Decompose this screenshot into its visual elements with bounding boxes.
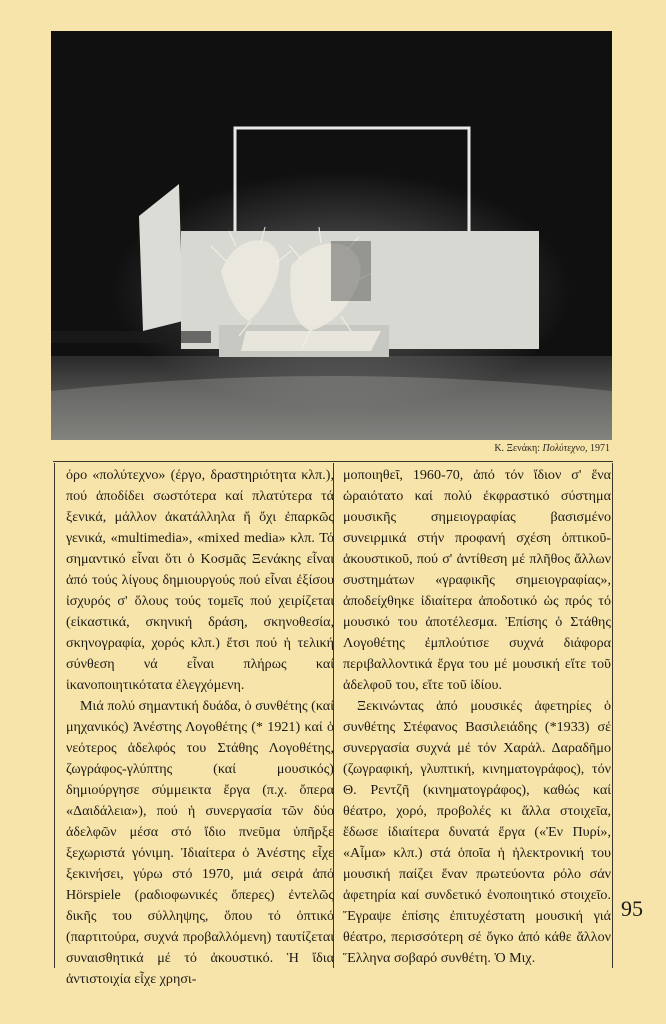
paragraph: μοποιηθεῖ, 1960-70, ἀπό τόν ἴδιον σ' ἕνα ὡραιότατο καί πολύ ἐκφραστικό σύστημα μουσικῆς σημειογραφίας βασισμένο συνειρμικά στήν προφανή σχέση ὀπτικοῦ-ἀκουστικοῦ, πού σ' ἀντίθεση μέ πλῆθος ἄλλων συστημάτων «γραφικῆς σημειογραφίας», ἀποδείχθηκε ἰδιαίτερα ἀποδοτικό ὡς πρός τό μουσικό του ἀποτέλεσμα. Ἐπίσης ὁ Στάθης Λογοθέτης ἐμπλούτισε συχνά διάφορα περιβαλλοντικά ἔργα του μέ μουσική εἴτε τοῦ ἀδελφοῦ του, εἴτε τοῦ ἰδίου. [343,467,611,693]
caption-title: Πολύτεχνο [542,443,585,454]
caption-year: , 1971 [585,443,610,454]
left-border-rule [54,463,55,968]
paragraph: Μιά πολύ σημαντική δυάδα, ὁ συνθέτης (καί μηχανικός) Ἀνέστης Λογοθέτης (* 1921) καί ὁ νεότερος ἀδελφός του Στάθης Λογοθέτης, ζωγράφος-γλύπτης (καί μουσικός) δημιούργησε σύμμεικτα ἔργα (π.χ. ὄπερα «Δαιδάλεια»), πού ἡ συνεργασία τῶν δύο ἀδελφῶν μέσα στό ἴδιο πνεῦμα ὑπῆρξε ξεχωριστά γόνιμη. Ἰδιαίτερα ὁ Ἀνέστης εἶχε ξεκινήσει, γύρω στό 1970, μιά σειρά ἀπό Hörspiele (ραδιοφωνικές ὄπερες) ἐντελῶς δικῆς του σύλληψης, ὅπου τό ὀπτικό (παρτιτούρα, συχνά προβαλλόμενη) ταυτίζεται συναισθητικά μέ τό ἀκουστικό. Ἡ ἴδια ἀντιστοιχία εἶχε χρησι- [66,698,334,987]
paragraph: Ξεκινώντας ἀπό μουσικές ἀφετηρίες ὁ συνθέτης Στέφανος Βασιλειάδης (*1933) σέ συνεργασία συχνά μέ τόν Χαράλ. Δαραδῆμο (ζωγραφική, γλυπτική, κινηματογράφος), τόν Θ. Ρεντζῆ (κινηματογράφος), καθώς καί θέατρο, χορό, προβολές κι ἄλλα στοιχεῖα, ἔδωσε ἰδιαίτερα δυνατά ἔργα («Ἐν Πυρί», «Αἶμα» κλπ.) στά ὁποῖα ἡ ἠλεκτρονική του μουσική παίζει ἕναν πρωτεύοντα ρόλο σάν ἀφετηρία καί συνδετικό ἑνοποιητικό στοιχεῖο. Ἔγραψε ἐπίσης ἐπιτυχέστατη μουσική γιά θέατρο, περισσότερη σέ ὄγκο ἀπό κάθε ἄλλον Ἕλληνα σοβαρό συνθέτη. Ὁ Μιχ. [343,698,611,966]
text-column-left [66,465,334,987]
photo-caption [494,443,610,454]
text-column-right [343,465,611,968]
right-border-rule [612,463,613,968]
stage-scene-graphic [51,31,612,440]
page-number: 95 [621,896,643,921]
caption-author: Κ. Ξενάκη: [494,443,543,454]
stage-photograph [51,31,612,440]
paragraph: όρο «πολύτεχνο» (έργο, δραστηριότητα κλπ.), πού ἀποδίδει σωστότερα καί πλατύτερα τά ξενικά, μάλλον ἀκατάλληλα ἤ ὄχι ἐπαρκῶς γενικά, «multimedia», «mixed media» κλπ. Τό σημαντικό εἶναι ὅτι ὁ Κοσμᾶς Ξενάκης εἶναι ἀπό τούς λίγους δημιουργούς πού εἶναι ἐξίσου ἰσχυρός σ' ὅλους τούς τομεῖς πού χειρίζεται (εἰκαστικά, σκηνική δράση, σκηνοθεσία, σκηνογραφία, χορός κλπ.) ἔτσι πού ἡ τελική σύνθεση νά εἶναι πλήρως καί ἱκανοποιητικότατα ἐλεγχόμενη. [66,467,334,693]
text-frame-top-rule [53,461,613,462]
